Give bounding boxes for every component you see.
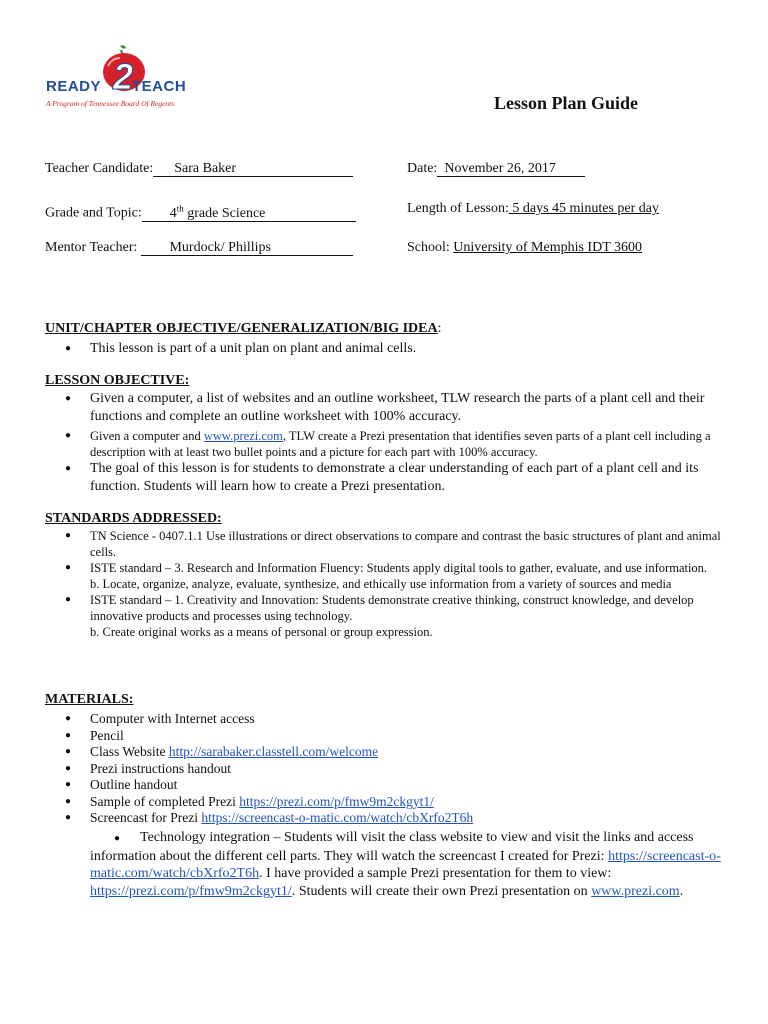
grade-topic-row [45, 201, 356, 222]
length-label: Length of Lesson: [407, 201, 509, 216]
list-item [45, 810, 735, 827]
logo-ready-text: READY [46, 78, 102, 95]
sample-prezi-link[interactable]: https://prezi.com/p/fmw9m2ckgyt1/ [239, 793, 434, 809]
logo-two: 2 [112, 56, 134, 97]
tech-prezi-sample-link[interactable]: https://prezi.com/p/fmw9m2ckgyt1/ [90, 883, 292, 899]
school-label: School: [407, 240, 450, 255]
material-text: Sample of completed Prezi [90, 793, 240, 809]
tech-text: . Students will create their own Prezi presentation on [291, 883, 592, 899]
grade-number: 4 [169, 205, 177, 221]
length-value: 5 days 45 minutes per day [508, 201, 659, 216]
standard-subitem: b. Locate, organize, analyze, evaluate, synthesize, and ethically use information from a variety of sources and media [90, 577, 672, 591]
mentor-label: Mentor Teacher: [45, 240, 138, 255]
grade-subject: grade Science [183, 205, 266, 221]
grade-value-line [142, 201, 356, 222]
list-item: ● Outline handout [45, 777, 735, 794]
mentor-value-line [141, 240, 353, 256]
ready2teach-logo [44, 44, 189, 114]
materials-heading: MATERIALS: [45, 692, 134, 707]
material-text: Screencast for Prezi [90, 810, 202, 825]
list-item [45, 428, 735, 460]
list-item: ● TN Science - 0407.1.1 Use illustrations or direct observations to compare and contrast the basic structures of plant and animal cells. [45, 528, 735, 560]
tech-prezi-link[interactable]: www.prezi.com [591, 883, 680, 899]
screencast-link[interactable]: https://screencast-o-matic.com/watch/cbXrfo2T6h [201, 810, 474, 825]
unit-heading-text: UNIT/CHAPTER OBJECTIVE/GENERALIZATION/BIG IDEA [45, 321, 438, 336]
tech-screencast-link[interactable]: https://screencast-o-matic.com/watch/cbXrfo2T6h [90, 848, 721, 881]
grade-label: Grade and Topic: [45, 205, 142, 221]
date-row [407, 161, 585, 177]
teacher-candidate-row [45, 161, 353, 177]
materials-list [45, 711, 735, 827]
grade-value [169, 203, 266, 221]
lesson-objective-list [45, 390, 735, 496]
date-value-line [437, 161, 585, 177]
date-label: Date: [407, 161, 438, 176]
list-item: ● Given a computer, a list of websites and an outline worksheet, TLW research the parts of a plant cell and their functions and complete an outline worksheet with 100% accuracy. [45, 390, 735, 426]
list-item: ● Computer with Internet access [45, 711, 735, 728]
standard-text: ● ISTE standard – 3. Research and Information Fluency: Students apply digital tools to gather, evaluate, and use information. [90, 561, 708, 575]
class-website-link[interactable]: http://sarabaker.classtell.com/welcome [168, 744, 379, 759]
objective-text: Given a computer and [90, 429, 204, 443]
mentor-value: Murdock/ Phillips [169, 240, 271, 255]
teacher-label: Teacher Candidate: [45, 161, 154, 176]
standard-text: ● ISTE standard – 1. Creativity and Innovation: Students demonstrate creative thinking, construct knowledge, and develop innovative products and processes using technology. [90, 593, 694, 623]
school-row [407, 240, 642, 256]
list-item [45, 560, 735, 592]
standard-subitem: b. Create original works as a means of personal or group expression. [90, 625, 433, 639]
school-value: University of Memphis IDT 3600 [453, 240, 643, 255]
tech-text: . I have provided a sample Prezi presentation for them to view: [259, 866, 612, 881]
date-value: November 26, 2017 [444, 161, 556, 176]
standards-list [45, 528, 735, 640]
list-item: ● This lesson is part of a unit plan on plant and animal cells. [45, 340, 735, 358]
prezi-link[interactable]: www.prezi.com [203, 429, 283, 443]
logo-tagline: A Program of Tennessee Board Of Regents [46, 99, 175, 108]
bullet-icon: ● [114, 833, 121, 844]
unit-objective-list [45, 340, 735, 358]
lesson-objective-heading: LESSON OBJECTIVE: [45, 373, 190, 388]
list-item [45, 744, 735, 761]
grade-ordinal: th [176, 203, 184, 213]
length-row [407, 201, 659, 217]
tech-text: . [679, 883, 684, 899]
technology-integration-paragraph [90, 829, 730, 900]
teacher-value: Sara Baker [174, 161, 237, 176]
unit-objective-heading [45, 321, 442, 337]
standards-heading: STANDARDS ADDRESSED: [45, 511, 222, 526]
unit-heading-colon: : [437, 321, 442, 336]
objective-text: , TLW create a Prezi presentation that identifies seven parts of a plant cell including a description with at least two bullet points and a picture for each part with 100% accuracy. [90, 429, 711, 459]
mentor-row [45, 240, 353, 256]
list-item [45, 794, 735, 811]
material-text: Class Website [90, 744, 169, 759]
list-item: ● The goal of this lesson is for students to demonstrate a clear understanding of each part of a plant cell and its function. Students will learn how to create a Prezi presentation. [45, 460, 735, 496]
list-item [45, 592, 735, 640]
list-item: ● Prezi instructions handout [45, 761, 735, 778]
tech-text: Technology integration – Students will visit the class website to view and visit the links and access information about the different cell parts. They will watch the screencast I created for Prezi: [90, 830, 694, 864]
page-title: Lesson Plan Guide [494, 93, 639, 113]
teacher-value-line [153, 161, 353, 177]
list-item: ● Pencil [45, 728, 735, 745]
logo-teach-text: TEACH [132, 78, 187, 95]
